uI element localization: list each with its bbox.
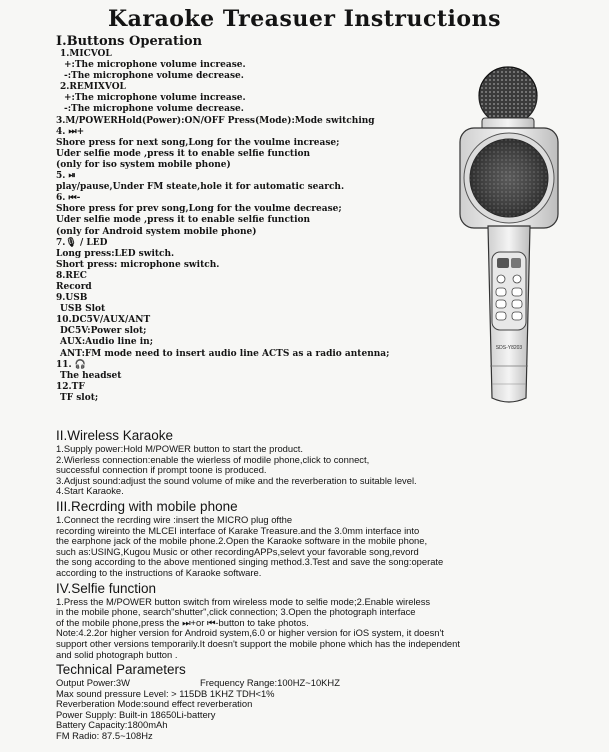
instruction-line: ANT:FM mode need to insert audio line ACTS as a radio antenna; <box>60 348 390 359</box>
instruction-line: Shore press for next song,Long for the voulme increase; <box>56 137 340 148</box>
instruction-line: Uder selfie mode ,press it to enable selfie function <box>56 148 311 159</box>
text-line: such as:USING,Kugou Music or other recordingAPPs,selevt your favorable song,revord <box>56 545 419 557</box>
parameter-row <box>56 731 596 742</box>
text-line: according to the instructions of Karaoke software. <box>56 566 262 578</box>
instruction-line: USB Slot <box>60 304 106 315</box>
instruction-line: +:The microphone volume increase. <box>64 60 246 71</box>
instruction-line: 9.USB <box>56 293 88 304</box>
instruction-line: play/pause,Under FM steate,hole it for automatic search. <box>56 182 345 193</box>
instruction-line: 4. ⏭+ <box>56 126 85 137</box>
text-line: Note:4.2.2or higher version for Android system,6.0 or higher version for iOS system, it doesn't <box>56 627 444 639</box>
text-line: successful connection if prompt toone is produced. <box>56 464 267 476</box>
text-line: recording wireinto the MLCEI interface of Karake Treasure.and the 3.0mm interface into <box>56 524 420 536</box>
section-heading: IV.Selfie function <box>56 580 157 596</box>
text-line: 3.Adjust sound:adjust the sound volume of mike and the reverberation to suitable level. <box>56 474 417 486</box>
instruction-line: Long press:LED switch. <box>56 248 175 259</box>
parameter-left: Output Power:3W <box>56 677 130 689</box>
parameter-left: Max sound pressure Level: > 115DB 1KHZ TDH<1% <box>56 687 275 699</box>
instruction-line: AUX:Audio line in; <box>60 337 154 348</box>
text-line: 1.Connect the recrding wire :insert the MICRO plug ofthe <box>56 513 293 525</box>
text-line: 2.Wierless connection:enable the wierless of modile phone,click to connect, <box>56 453 370 465</box>
instruction-line: TF slot; <box>60 392 99 403</box>
instruction-line: +:The microphone volume increase. <box>64 93 246 104</box>
text-line: in the mobile phone, search"shutter",click connection; 3.Open the photograph interface <box>56 606 416 618</box>
text-line: of the mobile phone,press the ⏭+or ⏮-button to take photos. <box>56 616 309 628</box>
text-line: support other versions temporarily.It doesn't support the mobile phone which has the independent <box>56 637 460 649</box>
instruction-line: 12.TF <box>56 381 85 392</box>
microphone-illustration <box>452 66 572 411</box>
model-label: SDS-Y8203 <box>495 345 523 351</box>
instruction-line: 5. ⏯ <box>56 171 76 182</box>
instruction-line: Uder selfie mode ,press it to enable selfie function <box>56 215 311 226</box>
instruction-line: 3.M/POWERHold(Power):ON/OFF Press(Mode):Mode switching <box>56 115 375 126</box>
instruction-line: 10.DC5V/AUX/ANT <box>56 315 151 326</box>
section-heading: I.Buttons Operation <box>56 34 203 49</box>
instruction-line: 8.REC <box>56 270 87 281</box>
buttons-operation-section <box>56 34 466 404</box>
section-heading: III.Recrding with mobile phone <box>56 498 238 514</box>
instruction-line: (only for iso system mobile phone) <box>56 159 231 170</box>
buttons-operation-list <box>56 49 466 404</box>
instruction-line: Shore press for prev song,Long for the voulme decrease; <box>56 204 342 215</box>
parameter-left: Power Supply: Built-in 18650Li-battery <box>56 708 216 720</box>
text-line: 4.Start Karaoke. <box>56 485 124 497</box>
text-line: the song according to the above mentioned singing method.3.Test and save the song:operate <box>56 556 444 568</box>
text-line: and solid photograph button . <box>56 648 178 660</box>
instruction-line: -:The microphone volume decrease. <box>64 104 244 115</box>
instruction-line: Record <box>56 281 92 292</box>
instruction-line: (only for Android system mobile phone) <box>56 226 257 237</box>
text-line: 1.Supply power:Hold M/POWER button to start the product. <box>56 443 303 454</box>
technical-parameters <box>56 678 596 742</box>
lower-sections <box>56 428 596 742</box>
parameter-left: Reverberation Mode:sound effect reverberation <box>56 698 253 710</box>
instruction-line: 11. 🎧 <box>56 359 86 370</box>
instruction-line: The headset <box>60 370 122 381</box>
instruction-line: 6. ⏮- <box>56 193 81 204</box>
parameter-left: FM Radio: 87.5~108Hz <box>56 730 153 742</box>
page-title: Karaoke Treasuer Instructions <box>108 6 501 32</box>
selfie-text <box>56 597 596 661</box>
text-line: the earphone jack of the mobile phone.2.Open the Karaoke software in the mobile phone, <box>56 535 428 547</box>
section-heading: Technical Parameters <box>56 662 186 678</box>
instruction-line: 1.MICVOL <box>60 49 112 59</box>
instruction-line: DC5V:Power slot; <box>60 326 147 337</box>
instruction-line: 2.REMIXVOL <box>60 82 126 93</box>
instruction-line: Short press: microphone switch. <box>56 259 220 270</box>
parameter-right: Frequency Range:100HZ~10KHZ <box>200 677 340 689</box>
instruction-line: -:The microphone volume decrease. <box>64 71 244 82</box>
instruction-line: 7.🎙 / LED <box>56 237 108 248</box>
recording-text <box>56 515 596 579</box>
text-line: 1.Press the M/POWER button switch from wireless mode to selfie mode;2.Enable wireless <box>56 595 431 607</box>
wireless-karaoke-text <box>56 444 596 497</box>
section-heading: II.Wireless Karaoke <box>56 428 174 443</box>
parameter-left: Battery Capacity:1800mAh <box>56 719 168 731</box>
